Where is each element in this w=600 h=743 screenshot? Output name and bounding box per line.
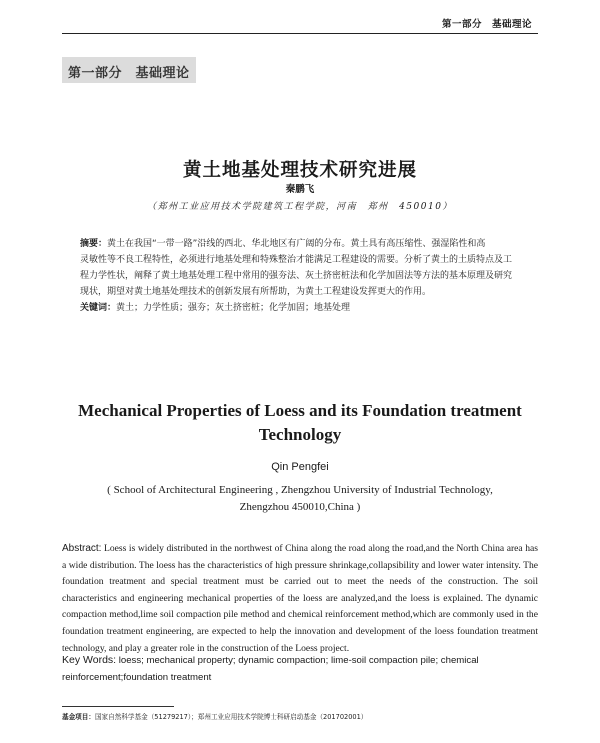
- funding-text: 国家自然科学基金（51279217）；郑州工业应用技术学院博士科研启动基金（201702001）: [94, 713, 368, 721]
- funding-label: 基金项目：: [62, 713, 95, 721]
- chinese-abstract-line: 摘要：黄土在我国“一带一路”沿线的西北、华北地区有广阔的分布。黄土具有高压缩性、强湿陷性和高: [80, 239, 486, 249]
- english-affiliation-line2: Zhengzhou 450010,China ): [239, 501, 361, 513]
- english-title-line2: Technology: [258, 425, 342, 444]
- chinese-author: 秦鹏飞: [285, 184, 315, 195]
- chinese-affiliation: （郑州工业应用技术学院建筑工程学院，河南 郑州 450010）: [147, 202, 453, 212]
- english-keywords-text: loess; mechanical property; dynamic compaction; lime-soil compaction pile; chemical reinforcement;foundation treatment: [62, 655, 479, 683]
- english-abstract-label: Abstract:: [62, 543, 102, 554]
- chinese-abstract-line: 灵敏性等不良工程特性，必须进行地基处理和特殊整治才能满足工程建设的需要。分析了黄土的土质特点及工: [80, 255, 513, 265]
- running-head: 第一部分 基础理论: [441, 19, 532, 30]
- chinese-abstract-label: 摘要：: [80, 239, 108, 249]
- chinese-keywords: 关键词：黄土；力学性质；强夯；灰土挤密桩；化学加固；地基处理: [80, 303, 351, 313]
- chinese-abstract-line: 现状，期望对黄土地基处理技术的创新发展有所帮助，为黄土工程建设发挥更大的作用。: [80, 287, 432, 297]
- chinese-title: 黄土地基处理技术研究进展: [182, 160, 417, 181]
- footnote-rule: [62, 706, 174, 707]
- english-abstract-text: Loess is widely distributed in the northwest of China along the road along the road,and the North China area has a wide distribution. The loess has the characteristics of high pressure shrinkage,collapsibility and lower water intensity. The foundation treatment and special treatment must be carried out to meet the needs of the construction. The soil characteristics and engineering mechanical properties of the loess are analyzed,and the loess is explained. The dynamic compaction method,lime soil compaction pile method and chemical reinforcement method,which are commonly used in the foundation treatment engineering, are expected to help the innovation and development of the loess foundation treatment technology, and play a greater role in the construction of the Loess project.: [62, 543, 538, 654]
- english-keywords: [62, 652, 538, 686]
- chinese-keywords-label: 关键词：: [80, 303, 117, 313]
- funding-footnote: [62, 711, 367, 721]
- header-rule: [62, 33, 538, 34]
- english-keywords-label: Key Words:: [62, 654, 117, 666]
- english-author: Qin Pengfei: [271, 461, 329, 473]
- section-label: 第一部分 基础理论: [68, 66, 190, 81]
- english-abstract: [62, 541, 538, 657]
- english-title-line1: Mechanical Properties of Loess and its Foundation treatment: [78, 401, 522, 420]
- chinese-abstract-line: 程力学性状，阐释了黄土地基处理工程中常用的强夯法、灰土挤密桩法和化学加固法等方法的基本原理及研究: [80, 271, 513, 281]
- english-affiliation-line1: ( School of Architectural Engineering , Zhengzhou University of Industrial Technology,: [107, 484, 493, 496]
